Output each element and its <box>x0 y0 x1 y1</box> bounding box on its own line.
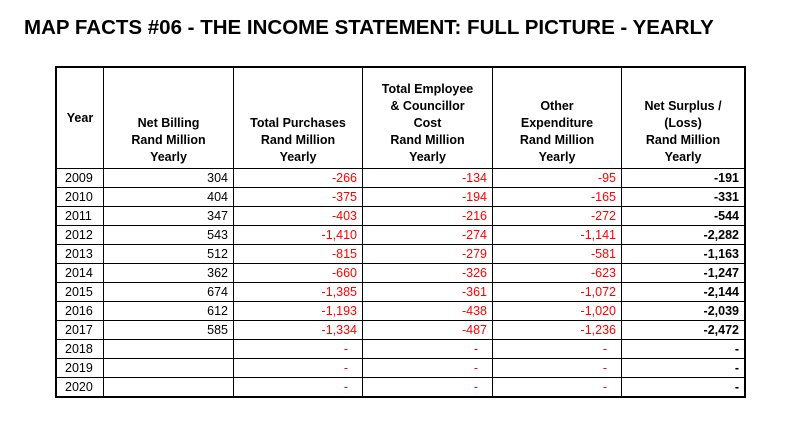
cell-year: 2015 <box>57 283 104 302</box>
cell-employee-cost: - <box>363 378 493 397</box>
cell-year: 2012 <box>57 226 104 245</box>
cell-year: 2010 <box>57 188 104 207</box>
header-line: Other <box>540 99 574 113</box>
cell-net-billing: 304 <box>104 169 234 188</box>
header-row <box>57 68 745 169</box>
cell-employee-cost: -487 <box>363 321 493 340</box>
cell-employee-cost: -194 <box>363 188 493 207</box>
header-employee-cost <box>363 68 493 169</box>
cell-other-expenditure: -1,020 <box>493 302 622 321</box>
cell-net-billing <box>104 359 234 378</box>
cell-year: 2020 <box>57 378 104 397</box>
table-row <box>57 378 745 397</box>
header-line: Yearly <box>150 150 187 164</box>
cell-total-purchases: -815 <box>234 245 363 264</box>
table-row <box>57 340 745 359</box>
table-header <box>57 68 745 169</box>
cell-employee-cost: -274 <box>363 226 493 245</box>
header-line: Yearly <box>409 150 446 164</box>
cell-year: 2009 <box>57 169 104 188</box>
cell-employee-cost: -361 <box>363 283 493 302</box>
cell-other-expenditure: -581 <box>493 245 622 264</box>
cell-net-billing: 674 <box>104 283 234 302</box>
cell-other-expenditure: - <box>493 378 622 397</box>
cell-other-expenditure: - <box>493 359 622 378</box>
table-row <box>57 302 745 321</box>
header-line: Rand Million <box>519 133 595 147</box>
cell-net-billing: 404 <box>104 188 234 207</box>
cell-year: 2018 <box>57 340 104 359</box>
cell-total-purchases: - <box>234 359 363 378</box>
cell-net-billing <box>104 378 234 397</box>
cell-other-expenditure: -165 <box>493 188 622 207</box>
header-other-expenditure <box>493 68 622 169</box>
header-line: Yearly <box>538 150 576 164</box>
cell-year: 2016 <box>57 302 104 321</box>
header-line: Rand Million <box>645 133 721 147</box>
cell-year: 2017 <box>57 321 104 340</box>
header-line: Net Billing <box>137 116 200 130</box>
header-line: Rand Million <box>390 133 465 147</box>
table-row <box>57 283 745 302</box>
cell-other-expenditure: -1,072 <box>493 283 622 302</box>
cell-year: 2013 <box>57 245 104 264</box>
table-body <box>57 169 745 397</box>
header-total-purchases <box>234 68 363 169</box>
cell-total-purchases: -375 <box>234 188 363 207</box>
page-title: MAP FACTS #06 - THE INCOME STATEMENT: FULL PICTURE - YEARLY <box>24 16 714 39</box>
cell-total-purchases: -1,334 <box>234 321 363 340</box>
table-row <box>57 359 745 378</box>
header-line: (Loss) <box>664 116 702 130</box>
cell-year: 2014 <box>57 264 104 283</box>
header-line: Cost <box>413 116 442 130</box>
cell-other-expenditure: -1,141 <box>493 226 622 245</box>
cell-other-expenditure: -272 <box>493 207 622 226</box>
header-line: & Councillor <box>390 99 465 113</box>
cell-year: 2019 <box>57 359 104 378</box>
header-net-billing <box>104 68 234 169</box>
cell-net-surplus: -2,039 <box>622 302 745 321</box>
cell-other-expenditure: -95 <box>493 169 622 188</box>
cell-net-billing <box>104 340 234 359</box>
cell-net-billing: 543 <box>104 226 234 245</box>
cell-total-purchases: - <box>234 340 363 359</box>
cell-net-surplus: -1,247 <box>622 264 745 283</box>
cell-employee-cost: -438 <box>363 302 493 321</box>
table-row <box>57 169 745 188</box>
cell-employee-cost: -279 <box>363 245 493 264</box>
cell-net-surplus: -2,472 <box>622 321 745 340</box>
cell-employee-cost: - <box>363 359 493 378</box>
header-line: Rand Million <box>260 133 336 147</box>
header-year-label: Year <box>66 110 94 125</box>
cell-net-surplus: -2,144 <box>622 283 745 302</box>
cell-year: 2011 <box>57 207 104 226</box>
cell-net-surplus: -1,163 <box>622 245 745 264</box>
header-line: Rand Million <box>131 133 206 147</box>
table-row <box>57 188 745 207</box>
table-row <box>57 226 745 245</box>
cell-total-purchases: -1,410 <box>234 226 363 245</box>
cell-employee-cost: -134 <box>363 169 493 188</box>
header-line: Expenditure <box>520 116 594 130</box>
header-line: Net Surplus / <box>644 99 722 113</box>
cell-employee-cost: - <box>363 340 493 359</box>
cell-total-purchases: -1,385 <box>234 283 363 302</box>
cell-total-purchases: -266 <box>234 169 363 188</box>
header-net-surplus <box>622 68 745 169</box>
header-year <box>57 68 104 169</box>
cell-net-billing: 585 <box>104 321 234 340</box>
cell-other-expenditure: - <box>493 340 622 359</box>
table-row <box>57 264 745 283</box>
income-statement-table <box>56 67 745 397</box>
table-row <box>57 245 745 264</box>
cell-employee-cost: -326 <box>363 264 493 283</box>
cell-net-surplus: - <box>622 340 745 359</box>
cell-other-expenditure: -623 <box>493 264 622 283</box>
cell-employee-cost: -216 <box>363 207 493 226</box>
table-row <box>57 321 745 340</box>
header-line: Total Purchases <box>250 116 346 130</box>
cell-net-surplus: - <box>622 378 745 397</box>
cell-total-purchases: -1,193 <box>234 302 363 321</box>
cell-net-surplus: -2,282 <box>622 226 745 245</box>
header-line: Yearly <box>279 150 317 164</box>
cell-net-surplus: -544 <box>622 207 745 226</box>
header-line: Yearly <box>664 150 702 164</box>
cell-net-billing: 362 <box>104 264 234 283</box>
cell-other-expenditure: -1,236 <box>493 321 622 340</box>
cell-total-purchases: -660 <box>234 264 363 283</box>
header-line: Total Employee <box>381 82 474 96</box>
cell-net-billing: 512 <box>104 245 234 264</box>
cell-total-purchases: -403 <box>234 207 363 226</box>
cell-net-surplus: -331 <box>622 188 745 207</box>
cell-total-purchases: - <box>234 378 363 397</box>
cell-net-surplus: -191 <box>622 169 745 188</box>
cell-net-billing: 347 <box>104 207 234 226</box>
cell-net-billing: 612 <box>104 302 234 321</box>
cell-net-surplus: - <box>622 359 745 378</box>
table-row <box>57 207 745 226</box>
